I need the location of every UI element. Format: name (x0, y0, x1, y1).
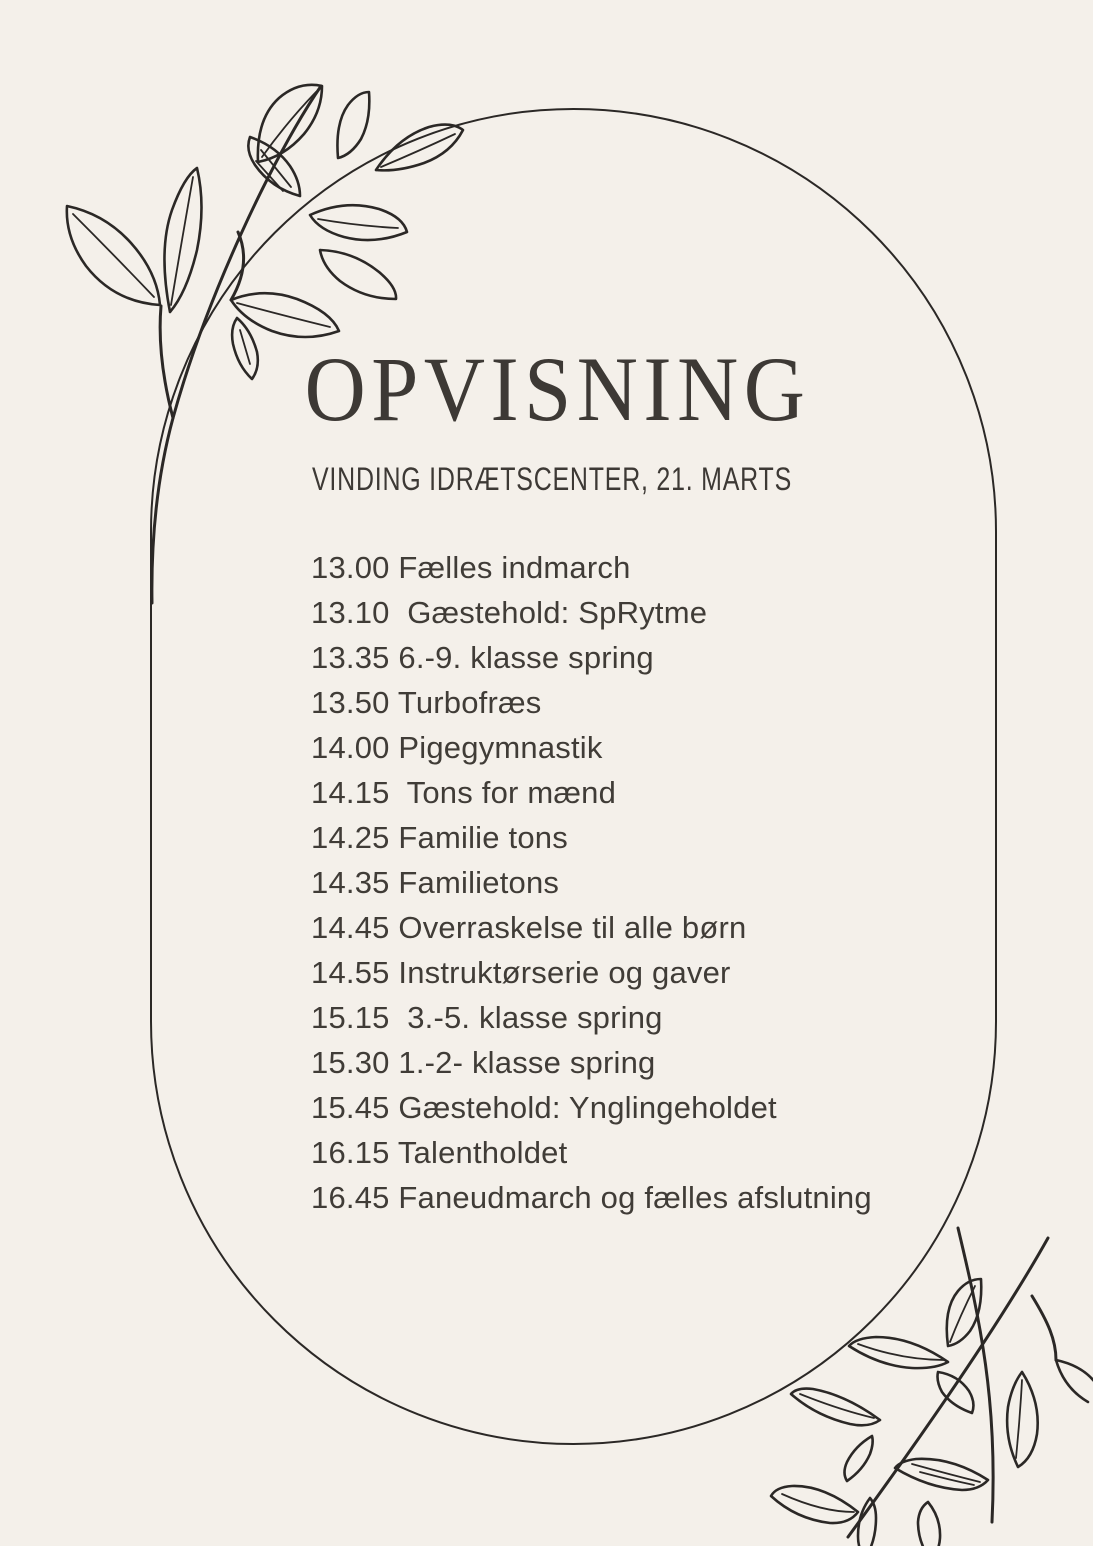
schedule-item (311, 815, 872, 860)
schedule-item (311, 725, 872, 770)
schedule-time: 14.35 (311, 865, 390, 900)
schedule-time: 14.15 (311, 775, 390, 810)
schedule-time: 14.45 (311, 910, 390, 945)
schedule-item (311, 680, 872, 725)
schedule-activity: Talentholdet (397, 1135, 568, 1170)
schedule-activity: Familie tons (398, 820, 568, 855)
schedule-time: 14.25 (311, 820, 390, 855)
schedule-time: 16.15 (311, 1135, 390, 1170)
schedule-time: 13.35 (311, 640, 390, 675)
schedule-activity: Faneudmarch og fælles afslutning (398, 1180, 872, 1215)
schedule-time: 15.15 (311, 1000, 390, 1035)
schedule-activity: Fælles indmarch (398, 550, 631, 585)
schedule-activity: Tons for mænd (406, 775, 617, 810)
schedule-activity: Overraskelse til alle børn (398, 910, 747, 945)
schedule-activity: 6.-9. klasse spring (398, 640, 654, 675)
schedule-time: 15.30 (311, 1045, 390, 1080)
schedule-activity: 3.-5. klasse spring (407, 1000, 663, 1035)
schedule-time: 13.00 (311, 550, 390, 585)
schedule-item (311, 1130, 872, 1175)
schedule-time: 13.50 (311, 685, 390, 720)
schedule-activity: Gæstehold: Ynglingeholdet (398, 1090, 777, 1125)
schedule-item (311, 1040, 872, 1085)
schedule-item (311, 590, 872, 635)
schedule-item (311, 995, 872, 1040)
schedule-item (311, 770, 872, 815)
schedule-item (311, 1175, 872, 1220)
schedule-activity: Pigegymnastik (398, 730, 603, 765)
schedule-activity: Instruktørserie og gaver (398, 955, 731, 990)
schedule-item (311, 545, 872, 590)
schedule-item (311, 860, 872, 905)
schedule-time: 14.55 (311, 955, 390, 990)
schedule-time: 15.45 (311, 1090, 390, 1125)
schedule-activity: Turbofræs (397, 685, 542, 720)
schedule-item (311, 1085, 872, 1130)
schedule-item (311, 905, 872, 950)
schedule-time: 14.00 (311, 730, 390, 765)
poster-title: OPVISNING (304, 338, 811, 440)
schedule-activity: Familietons (398, 865, 560, 900)
schedule-item (311, 635, 872, 680)
schedule-time: 13.10 (311, 595, 390, 630)
schedule-activity: 1.-2- klasse spring (398, 1045, 656, 1080)
schedule-list (311, 545, 872, 1220)
schedule-item (311, 950, 872, 995)
schedule-activity: Gæstehold: SpRytme (407, 595, 708, 630)
schedule-time: 16.45 (311, 1180, 390, 1215)
poster-subtitle: VINDING IDRÆTSCENTER, 21. MARTS (312, 461, 792, 497)
